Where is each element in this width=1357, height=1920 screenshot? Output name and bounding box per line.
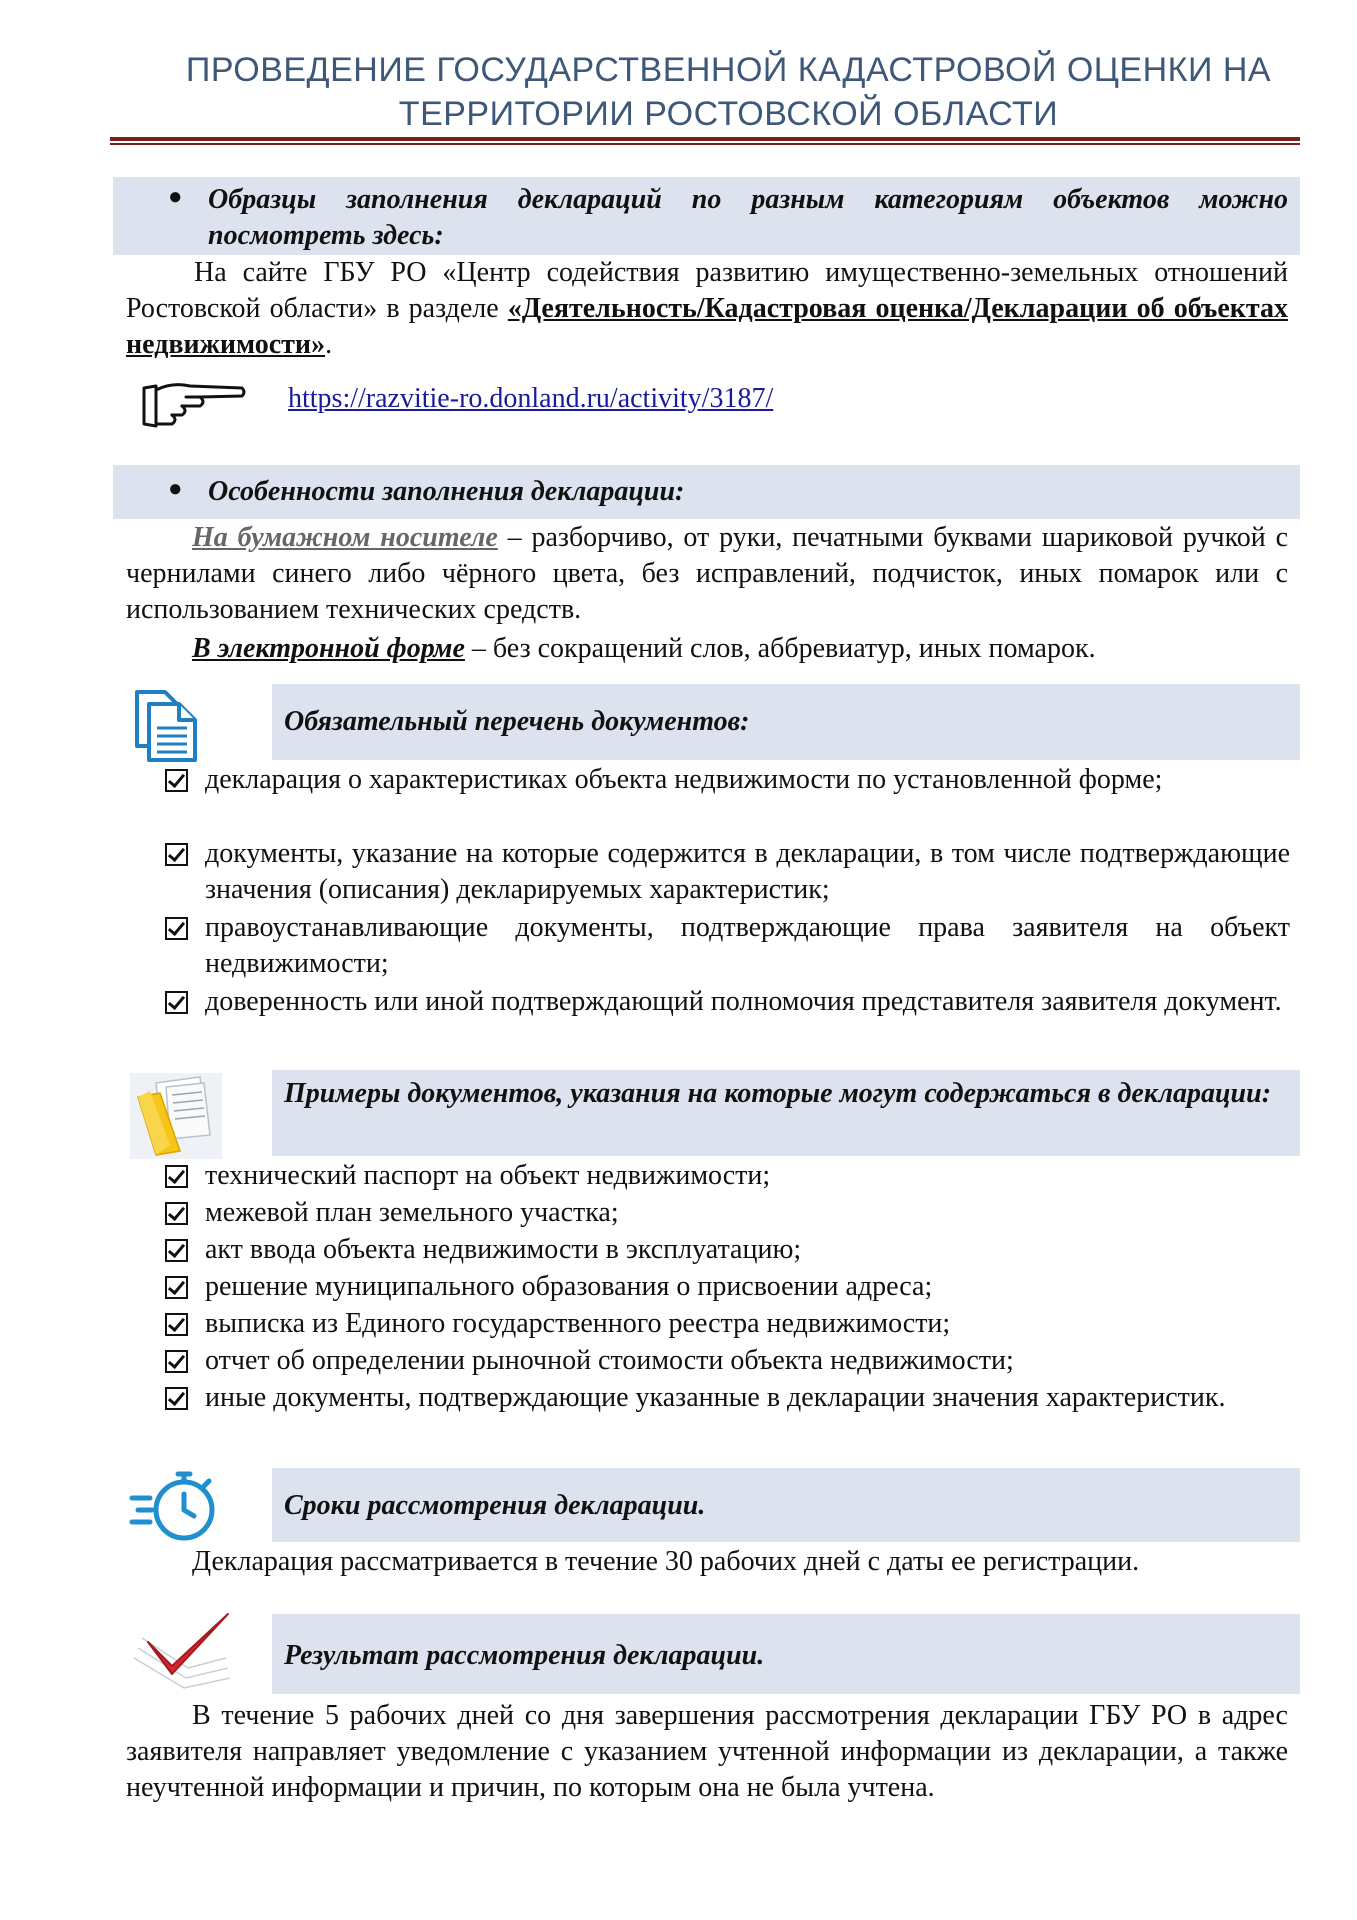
samples-url-link[interactable]: https://razvitie-ro.donland.ru/activity/3187/ <box>288 383 774 414</box>
stopwatch-icon <box>128 1466 220 1546</box>
checked-box-icon <box>165 836 193 872</box>
terms-heading: Сроки рассмотрения декларации. <box>284 1490 706 1521</box>
documents-icon <box>133 688 201 764</box>
checked-box-icon <box>165 1306 193 1342</box>
samples-section-path: «Деятельность/Кадастровая оценка/Декларации об объектах недвижимости» <box>126 293 1288 360</box>
samples-heading: Образцы заполнения деклараций по разным категориям объектов можно посмотреть здесь: <box>208 184 1288 251</box>
features-electronic-text <box>126 631 1288 667</box>
examples-heading: Примеры документов, указания на которые могут содержаться в декларации: <box>284 1078 1272 1109</box>
documents-list-item: декларация о характеристиках объекта недвижимости по установленной форме; <box>165 762 1290 798</box>
checked-box-icon <box>165 1343 193 1379</box>
title-divider-thin <box>110 143 1300 145</box>
documents-heading: Обязательный перечень документов: <box>284 706 750 737</box>
examples-list-item: межевой план земельного участка; <box>165 1195 1290 1231</box>
documents-list-item: правоустанавливающие документы, подтверждающие права заявителя на объект недвижимости; <box>165 910 1290 982</box>
title-divider-thick <box>110 137 1300 141</box>
samples-bullet: ● <box>168 184 183 210</box>
examples-list-item: отчет об определении рыночной стоимости объекта недвижимости; <box>165 1343 1290 1379</box>
checked-box-icon <box>165 1158 193 1194</box>
page-title-line2: ТЕРРИТОРИИ РОСТОВСКОЙ ОБЛАСТИ <box>398 95 1059 133</box>
checked-box-icon <box>165 910 193 946</box>
examples-list-item: технический паспорт на объект недвижимости; <box>165 1158 1290 1194</box>
checked-box-icon <box>165 1380 193 1416</box>
checked-box-icon <box>165 1269 193 1305</box>
result-text: В течение 5 рабочих дней со дня завершения рассмотрения декларации ГБУ РО в адрес заявителя направляет уведомление с указанием учтенной информации из декларации, а также неучтенной информации и причин, по которым она не была учтена. <box>126 1700 1288 1803</box>
checked-box-icon <box>165 984 193 1020</box>
checked-box-icon <box>165 1195 193 1231</box>
folder-icon <box>130 1073 222 1159</box>
paper-description: – разборчиво, от руки, печатными буквами шариковой ручкой с чернилами синего либо чёрного цвета, без исправлений, подчисток, иных помарок или с использованием технических средств. <box>126 522 1288 625</box>
documents-list-item: доверенность или иной подтверждающий полномочия представителя заявителя документ. <box>165 984 1290 1020</box>
red-checkmark-icon <box>128 1608 234 1692</box>
examples-list-item: решение муниципального образования о присвоении адреса; <box>165 1269 1290 1305</box>
samples-text <box>126 255 1288 363</box>
examples-list-item: акт ввода объекта недвижимости в эксплуатацию; <box>165 1232 1290 1268</box>
checked-box-icon <box>165 1232 193 1268</box>
features-paper-text <box>126 520 1288 628</box>
samples-text-after: . <box>325 329 333 360</box>
result-heading: Результат рассмотрения декларации. <box>284 1640 765 1671</box>
checked-box-icon <box>165 762 193 798</box>
examples-list-item: иные документы, подтверждающие указанные в декларации значения характеристик. <box>165 1380 1290 1416</box>
paper-label: На бумажном носителе <box>192 522 498 553</box>
pointing-hand-icon <box>142 378 248 430</box>
features-heading: Особенности заполнения декларации: <box>208 476 685 507</box>
electronic-label: В электронной форме <box>192 633 465 664</box>
documents-list-item: документы, указание на которые содержится в декларации, в том числе подтверждающие значения (описания) декларируемых характеристик; <box>165 836 1290 908</box>
samples-text-before: На сайте ГБУ РО «Центр содействия развитию имущественно-земельных отношений Ростовской области» в разделе <box>126 257 1288 324</box>
terms-text: Декларация рассматривается в течение 30 рабочих дней с даты ее регистрации. <box>192 1546 1140 1577</box>
features-bullet: ● <box>168 476 183 502</box>
page-title <box>80 48 1357 136</box>
page-title-line1: ПРОВЕДЕНИЕ ГОСУДАРСТВЕННОЙ КАДАСТРОВОЙ ОЦЕНКИ НА <box>185 51 1272 89</box>
electronic-description: – без сокращений слов, аббревиатур, иных помарок. <box>464 633 1096 664</box>
examples-list-item: выписка из Единого государственного реестра недвижимости; <box>165 1306 1290 1342</box>
